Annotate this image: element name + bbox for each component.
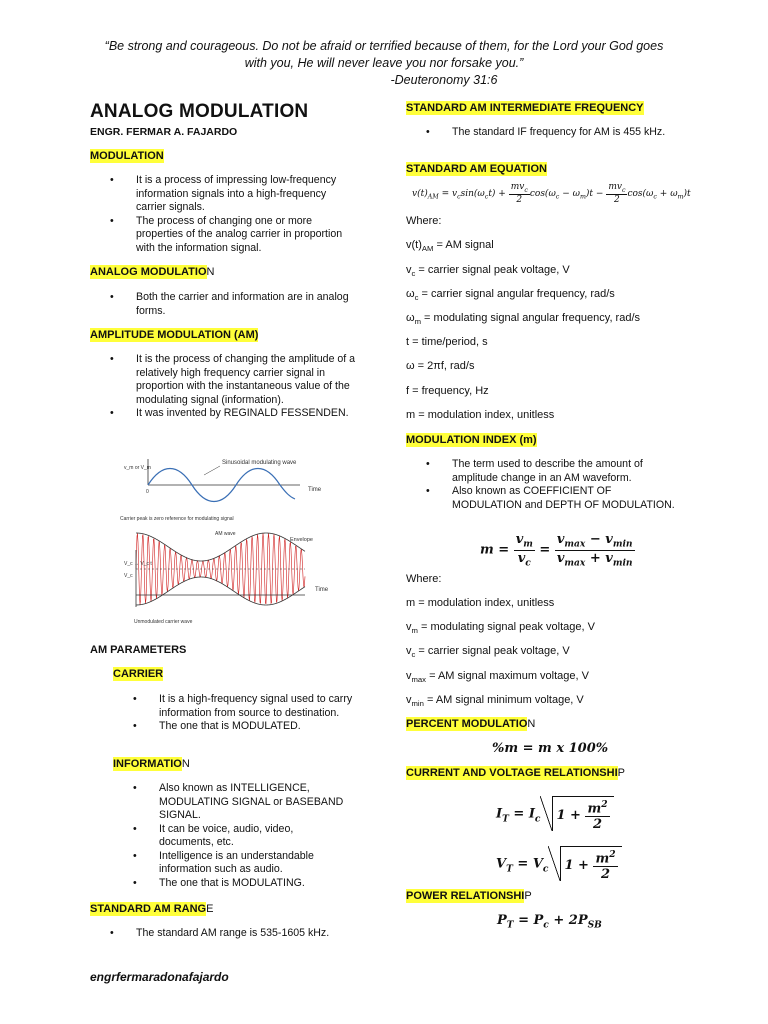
list-item: • Intelligence is an understandable information such as audio. bbox=[133, 850, 348, 877]
carrier-peak-label: Carrier peak is zero reference for modulating signal bbox=[120, 516, 234, 522]
modulation-index-equation: m = $\frac{v_m}{v_c}$ = $\frac{v_{max} - v_{min}}{v_{max} + v_{min}}$ bbox=[480, 532, 633, 569]
heading-amplitude-modulation: AMPLITUDE MODULATION (AM) bbox=[90, 329, 259, 341]
am-waveform-figure bbox=[120, 455, 350, 635]
list-item: • It was invented by REGINALD FESSENDEN. bbox=[110, 407, 360, 421]
definition: $v(t)_{AM}$ = AM signal bbox=[406, 239, 494, 254]
heading-percent-modulation: PERCENT MODULATION bbox=[406, 718, 536, 730]
modulation-index-list bbox=[426, 458, 676, 512]
am-list bbox=[110, 353, 360, 421]
heading-am-equation: STANDARD AM EQUATION bbox=[406, 163, 547, 175]
list-item: • Also known as INTELLIGENCE, MODULATING SIGNAL or BASEBAND SIGNAL. bbox=[133, 782, 348, 823]
heading-am-parameters: AM PARAMETERS bbox=[90, 644, 187, 656]
heading-am-range: STANDARD AM RANGE bbox=[90, 903, 214, 915]
modulation-list bbox=[110, 174, 350, 255]
am-wave-label: AM wave bbox=[215, 531, 236, 537]
heading-analog-modulation: ANALOG MODULATION bbox=[90, 266, 215, 278]
definition: f = frequency, Hz bbox=[406, 385, 489, 397]
top-zero: 0 bbox=[146, 489, 149, 495]
top-wave-label: Sinusoidal modulating wave bbox=[222, 460, 297, 466]
document-title: ANALOG MODULATION bbox=[90, 101, 309, 122]
quote bbox=[60, 38, 708, 89]
if-list bbox=[426, 126, 666, 140]
list-item: • The standard AM range is 535-1605 kHz. bbox=[110, 927, 370, 941]
heading-power: POWER RELATIONSHIP bbox=[406, 890, 532, 902]
information-list bbox=[133, 782, 348, 890]
definition: m = modulation index, unitless bbox=[406, 409, 555, 421]
heading-modulation-index: MODULATION INDEX (m) bbox=[406, 434, 537, 446]
analog-modulation-list bbox=[110, 291, 350, 318]
definition: t = time/period, s bbox=[406, 336, 488, 348]
list-item: • Both the carrier and information are in analog forms. bbox=[110, 291, 350, 318]
quote-reference: -Deuteronomy 31:6 bbox=[390, 73, 498, 87]
list-item: • It can be voice, audio, video, documents, etc. bbox=[133, 823, 348, 850]
list-item: • It is a process of impressing low-frequency information signals into a high-frequency carrier signals. bbox=[110, 174, 350, 215]
carrier-list bbox=[133, 693, 358, 734]
voltage-equation: $V_T = V_c$ 1 + $\frac{m^2}{2}$ bbox=[496, 846, 622, 882]
envelope-label: Envelope bbox=[290, 537, 313, 543]
list-item: • The one that is MODULATING. bbox=[133, 877, 348, 891]
quote-line-2: with you, He will never leave you nor forsake you.” bbox=[244, 56, 524, 70]
heading-carrier: CARRIER bbox=[113, 668, 164, 680]
bottom-time-label: Time bbox=[315, 587, 329, 593]
definition: $v_c$ = carrier signal peak voltage, V bbox=[406, 264, 570, 279]
definition: $\omega_c$ = carrier signal angular frequency, rad/s bbox=[406, 288, 615, 303]
definition: $v_{min}$ = AM signal minimum voltage, V bbox=[406, 694, 584, 709]
list-item: • It is the process of changing the amplitude of a relatively high frequency carrier signal in proportion with the instantaneous value of the modulating signal (information). bbox=[110, 353, 360, 407]
heading-information: INFORMATION bbox=[113, 758, 190, 770]
list-item: • It is a high-frequency signal used to carry information from source to destination. bbox=[133, 693, 358, 720]
list-item: • Also known as COEFFICIENT OF MODULATION and DEPTH OF MODULATION. bbox=[426, 485, 676, 512]
where-label-1: Where: bbox=[406, 215, 442, 227]
am-equation: $v(t)_{AM} = v_c\sin(\omega_ct)$ + $\frac{mv_c}{2}$ $\cos(\omega_c - \omega_m)t$ − $\frac{mv_c}{2}$ $\cos(\omega_c + \omega_m)t$ bbox=[412, 182, 691, 205]
footer: engrfermaradonafajardo bbox=[90, 970, 229, 984]
heading-if: STANDARD AM INTERMEDIATE FREQUENCY bbox=[406, 102, 644, 114]
top-y-label: v_m or V_m bbox=[124, 465, 151, 471]
top-time-label: Time bbox=[308, 487, 322, 493]
quote-line-1: “Be strong and courageous. Do not be afraid or terrified because of them, for the Lord your God goes bbox=[104, 39, 664, 53]
list-item: • The term used to describe the amount of amplitude change in an AM waveform. bbox=[426, 458, 676, 485]
power-equation: $P_T = P_c + 2P_{SB}$ bbox=[497, 913, 602, 931]
am-range-list bbox=[110, 927, 370, 941]
definition: $\omega_m$ = modulating signal angular frequency, rad/s bbox=[406, 312, 641, 327]
list-item: • The standard IF frequency for AM is 455 kHz. bbox=[426, 126, 666, 140]
definition: m = modulation index, unitless bbox=[406, 597, 555, 609]
heading-modulation: MODULATION bbox=[90, 150, 164, 162]
percent-modulation-equation: %m = m x 100% bbox=[492, 741, 609, 756]
definition: $v_c$ = carrier signal peak voltage, V bbox=[406, 645, 570, 660]
list-item: • The process of changing one or more properties of the analog carrier in proportion with the information signal. bbox=[110, 215, 350, 256]
definition: $v_m$ = modulating signal peak voltage, V bbox=[406, 621, 595, 636]
vc-plus-label: V_c → V_c t bbox=[124, 561, 152, 567]
list-item: • The one that is MODULATED. bbox=[133, 720, 358, 734]
heading-current-voltage: CURRENT AND VOLTAGE RELATIONSHIP bbox=[406, 767, 625, 779]
unmodulated-label: Unmodulated carrier wave bbox=[134, 619, 193, 625]
definition: ω = 2πf, rad/s bbox=[406, 360, 475, 372]
where-label-2: Where: bbox=[406, 573, 442, 585]
author: ENGR. FERMAR A. FAJARDO bbox=[90, 126, 238, 138]
current-equation: $I_T = I_c$ 1 + $\frac{m^2}{2}$ bbox=[496, 796, 614, 832]
vc-label: V_c bbox=[124, 573, 133, 579]
definition: $v_{max}$ = AM signal maximum voltage, V bbox=[406, 670, 589, 685]
